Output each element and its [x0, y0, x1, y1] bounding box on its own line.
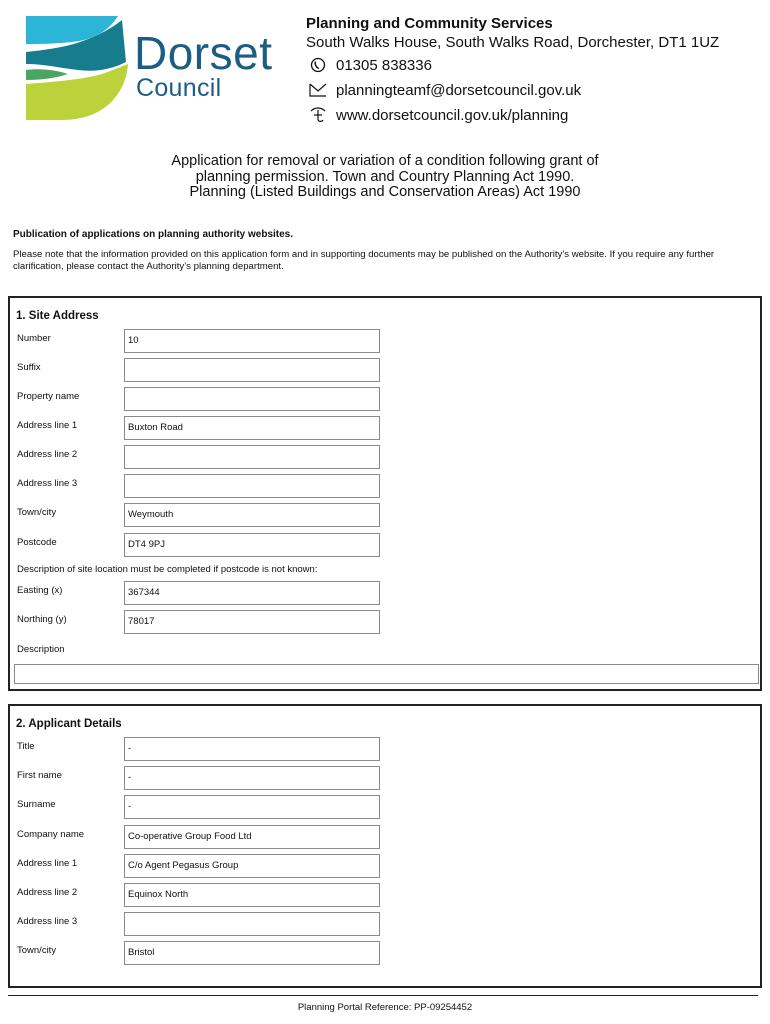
surname-field[interactable]: -: [124, 795, 380, 819]
field-label-suffix: Suffix: [17, 362, 41, 373]
form-title-line-3: Planning (Listed Buildings and Conservation Areas) Act 1990: [189, 184, 581, 200]
company-name-field[interactable]: Co-operative Group Food Ltd: [124, 825, 380, 849]
department-address: South Walks House, South Walks Road, Dorchester, DT1 1UZ: [306, 34, 720, 51]
site-address-line-3-field[interactable]: [124, 474, 380, 498]
field-label-number: Number: [17, 333, 51, 344]
easting-field[interactable]: 367344: [124, 581, 380, 605]
contact-web-row: [306, 105, 568, 125]
field-label-applicant-town-city: Town/city: [17, 945, 57, 956]
first-name-field[interactable]: -: [124, 766, 380, 790]
field-label-postcode: Postcode: [17, 537, 57, 548]
field-label-title: Title: [17, 741, 35, 752]
logo-emblem-icon: [22, 12, 132, 124]
applicant-address-line-1-field[interactable]: C/o Agent Pegasus Group: [124, 854, 380, 878]
department-name: Planning and Community Services: [306, 15, 553, 32]
site-town-city-field[interactable]: Weymouth: [124, 503, 380, 527]
portal-reference: Planning Portal Reference: PP-09254452: [297, 1002, 473, 1013]
property-name-field[interactable]: [124, 387, 380, 411]
field-label-property-name: Property name: [17, 391, 80, 402]
site-address-title: 1. Site Address: [16, 310, 99, 322]
footer-divider: [8, 995, 758, 996]
field-label-applicant-address-line-2: Address line 2: [17, 887, 78, 898]
contact-phone-row: [306, 55, 432, 75]
field-label-first-name: First name: [17, 770, 62, 781]
site-address-line-2-field[interactable]: [124, 445, 380, 469]
field-label-northing: Northing (y): [17, 614, 67, 625]
form-title: [60, 154, 710, 201]
web-icon: [306, 106, 330, 124]
applicant-address-line-2-field[interactable]: Equinox North: [124, 883, 380, 907]
field-label-town-city: Town/city: [17, 507, 57, 518]
applicant-details-section: [8, 704, 762, 988]
contact-phone: 01305 838336: [336, 56, 432, 74]
field-label-company-name: Company name: [17, 829, 85, 840]
form-title-line-1: Application for removal or variation of a condition following grant of: [171, 153, 599, 169]
applicant-address-line-3-field[interactable]: [124, 912, 380, 936]
applicant-title-field[interactable]: -: [124, 737, 380, 761]
field-label-applicant-address-line-3: Address line 3: [17, 916, 78, 927]
field-label-description: Description: [17, 644, 65, 655]
location-note: Description of site location must be completed if postcode is not known:: [17, 564, 318, 575]
northing-field[interactable]: 78017: [124, 610, 380, 634]
postcode-field[interactable]: DT4 9PJ: [124, 533, 380, 557]
field-label-address-line-3: Address line 3: [17, 478, 78, 489]
field-label-surname: Surname: [17, 799, 56, 810]
suffix-field[interactable]: [124, 358, 380, 382]
description-field[interactable]: [14, 664, 759, 684]
field-label-address-line-2: Address line 2: [17, 449, 78, 460]
phone-icon: [306, 56, 330, 74]
field-label-easting: Easting (x): [17, 585, 63, 596]
publication-heading: Publication of applications on planning authority websites.: [13, 229, 294, 240]
form-title-line-2: planning permission. Town and Country Planning Act 1990.: [195, 168, 575, 185]
site-address-line-1-field[interactable]: Buxton Road: [124, 416, 380, 440]
applicant-details-title: 2. Applicant Details: [16, 718, 122, 730]
dorset-council-logo: [22, 12, 300, 124]
email-icon: [306, 81, 330, 99]
applicant-town-city-field[interactable]: Bristol: [124, 941, 380, 965]
contact-email[interactable]: planningteamf@dorsetcouncil.gov.uk: [336, 81, 582, 99]
contact-website[interactable]: www.dorsetcouncil.gov.uk/planning: [336, 106, 569, 124]
number-field[interactable]: 10: [124, 329, 380, 353]
logo-wordmark-dorset: Dorset: [134, 27, 273, 79]
publication-note: Please note that the information provided on this application form and in supporting documents may be published on the Authority’s website. If you require any further clarification, please contact the Authority’s planning department.: [13, 249, 715, 272]
site-address-section: [8, 296, 762, 691]
logo-wordmark-council: Council: [136, 74, 222, 102]
field-label-address-line-1: Address line 1: [17, 420, 78, 431]
field-label-applicant-address-line-1: Address line 1: [17, 858, 78, 869]
contact-email-row: [306, 80, 581, 100]
